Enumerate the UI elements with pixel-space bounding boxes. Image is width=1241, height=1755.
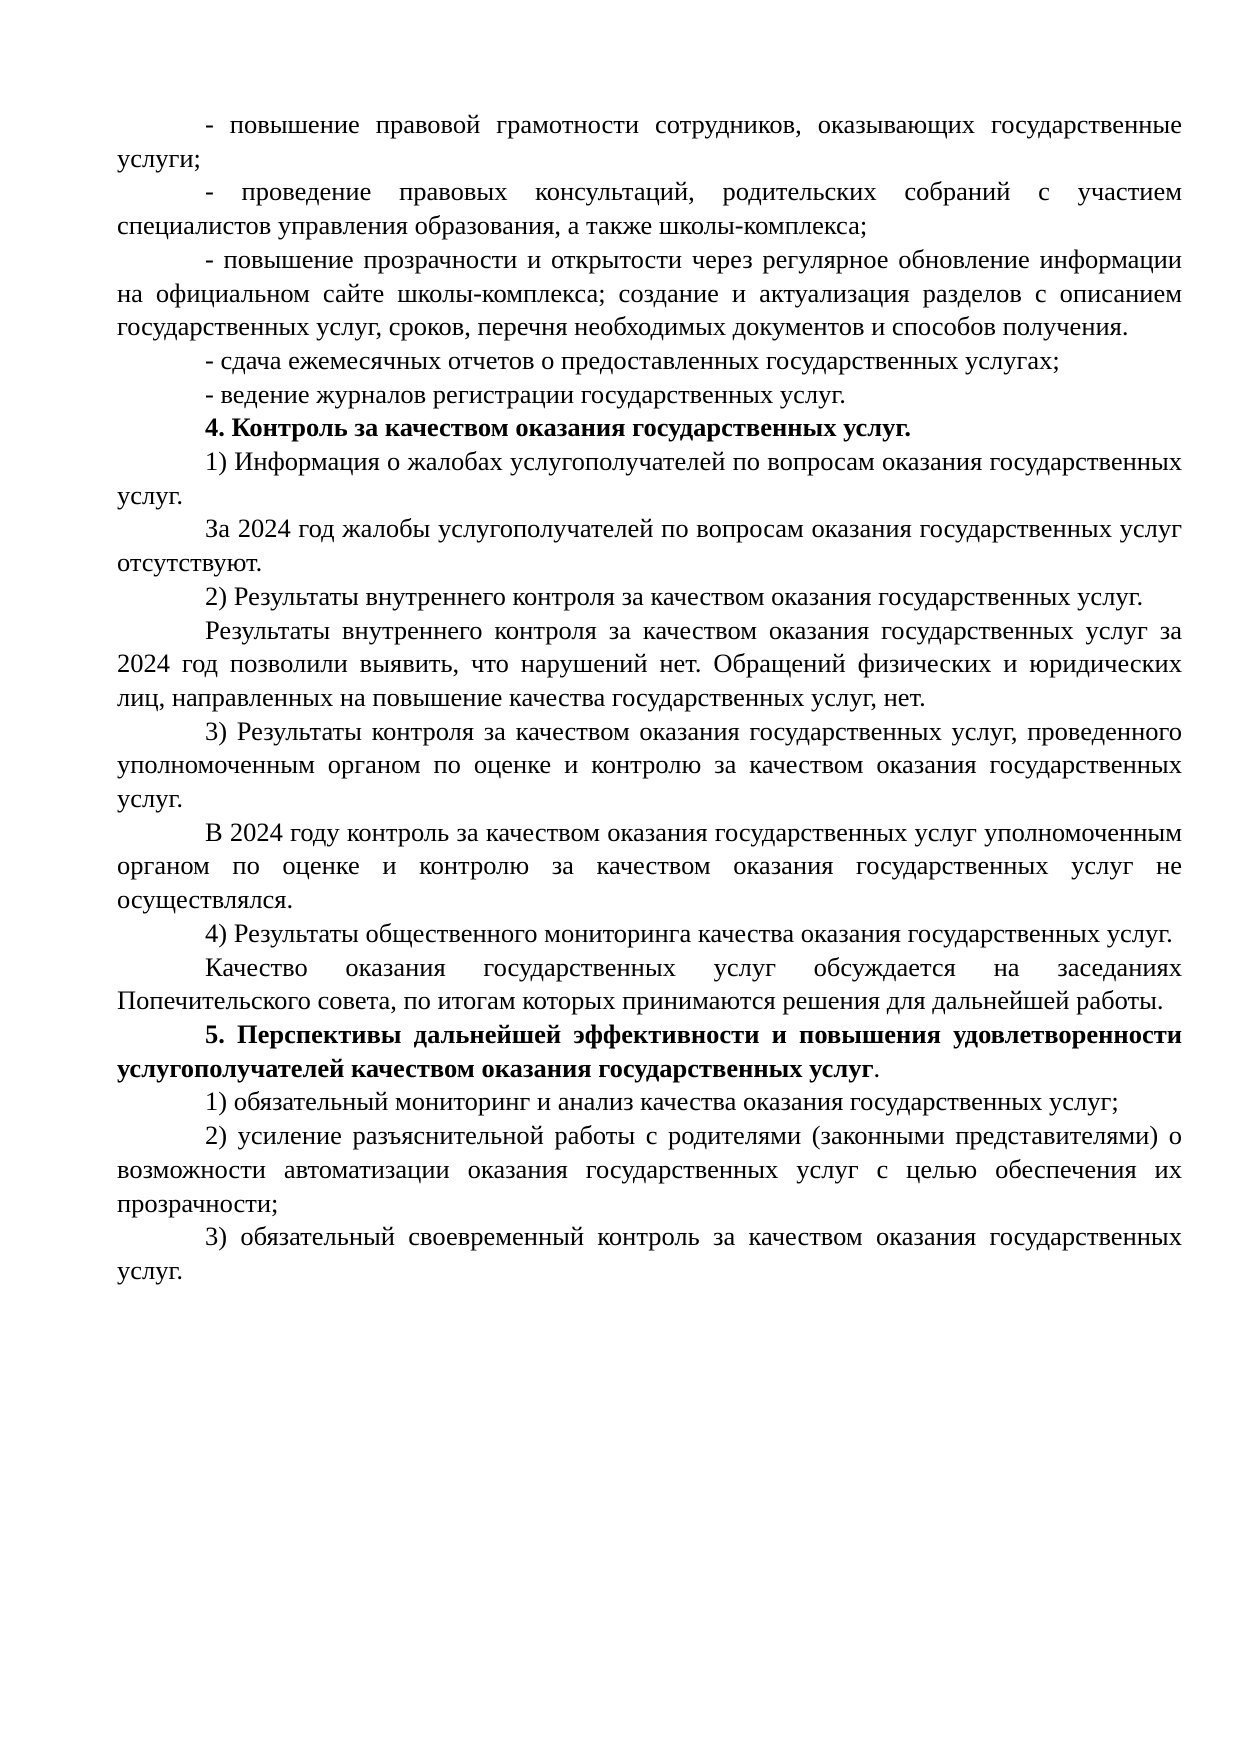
bullet-monthly-reports: - сдача ежемесячных отчетов о предоставленных государственных услугах; (205, 344, 1060, 375)
item-complaints-text: За 2024 год жалобы услугополучателей по вопросам оказания государственных услуг отсутствуют. (117, 513, 1182, 578)
bullet-legal-consultations: - проведение правовых консультаций, родительских собраний с участием специалистов управления образования, а также школы-комплекса; (117, 176, 1182, 241)
bullet-legal-literacy: - повышение правовой грамотности сотрудников, оказывающих государственные услуги; (117, 109, 1182, 173)
section-5-heading-bold: 5. Перспективы дальнейшей эффективности и повышения удовлетворенности услугополучателей качеством оказания государственных услуг (117, 1018, 1182, 1083)
item-complaints-heading: 1) Информация о жалобах услугополучателей по вопросам оказания государственных услуг. (117, 446, 1182, 510)
bullet-registration-journals: - ведение журналов регистрации государственных услуг. (205, 378, 846, 409)
item-internal-control-heading: 2) Результаты внутреннего контроля за качеством оказания государственных услуг. (205, 580, 1144, 611)
item-authorized-body-text: В 2024 году контроль за качеством оказания государственных услуг уполномоченным органом по оценке и контролю за качеством оказания государственных услуг не осуществлялся. (117, 816, 1182, 915)
section-4-heading: 4. Контроль за качеством оказания государственных услуг. (205, 412, 912, 443)
section-5-heading (117, 1018, 1182, 1085)
item-public-monitoring-text: Качество оказания государственных услуг обсуждается на заседаниях Попечительского совета, по итогам которых принимаются решения для дальнейшей работы. (117, 951, 1182, 1016)
item-mandatory-monitoring: 1) обязательный мониторинг и анализ качества оказания государственных услуг; (205, 1086, 1119, 1117)
bullet-transparency: - повышение прозрачности и открытости через регулярное обновление информации на официальном сайте школы-комплекса; создание и актуализация разделов с описанием государственных услуг, сроков, перечня необходимых документов и способов получения. (117, 243, 1182, 342)
item-internal-control-text: Результаты внутреннего контроля за качеством оказания государственных услуг за 2024 год позволили выявить, что нарушений нет. Обращений физических и юридических лиц, направленных на повышение качества государственных услуг, нет. (117, 614, 1182, 712)
document-page (117, 108, 1182, 1288)
item-timely-control: 3) обязательный своевременный контроль за качеством оказания государственных услуг. (117, 1221, 1182, 1285)
item-explanatory-work: 2) усиление разъяснительной работы с родителями (законными представителями) о возможности автоматизации оказания государственных услуг с целью обеспечения их прозрачности; (117, 1120, 1182, 1218)
item-public-monitoring-heading: 4) Результаты общественного мониторинга качества оказания государственных услуг. (205, 917, 1173, 948)
item-authorized-body-heading: 3) Результаты контроля за качеством оказания государственных услуг, проведенного уполномоченным органом по оценке и контролю за качеством оказания государственных услуг. (117, 715, 1182, 814)
section-5-heading-period: . (873, 1052, 881, 1083)
